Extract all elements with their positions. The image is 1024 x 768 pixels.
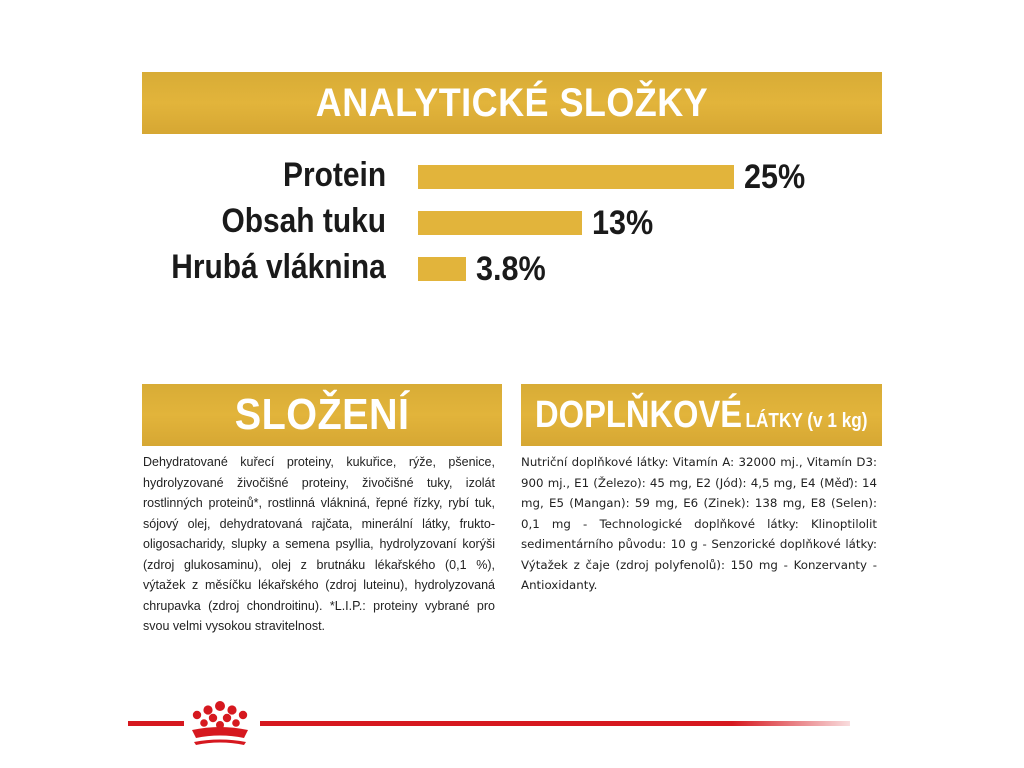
analytic-title: ANALYTICKÉ SLOŽKY xyxy=(315,80,709,125)
composition-text: Dehydratované kuřecí proteiny, kukuřice, rýže, pšenice, hydrolyzované živočišné proteiny, živočišné tuky, izolát rostlinných proteinů*, rostlinná vlákniná, řepné řízky, rybí tuk, sójový olej, dehydratovaná rajčata, minerální látky, frukto-oligosacharidy, slupky a semena psyllia, hydrolyzovaní korýši (zdroj glukosaminu), olej z brutnáku lékařského (0,1 %), výtažek z měsíčku lékařského (zdroj luteinu), hydrolyzovaná chrupavka (zdroj chondroitinu). *L.I.P.: proteiny vybrané pro svou velmi vysokou stravitelnost. xyxy=(143,455,495,633)
additives-title-sub: LÁTKY (v 1 kg) xyxy=(745,409,868,432)
additives-title-main: DOPLŇKOVÉ xyxy=(535,393,743,436)
analytic-header xyxy=(142,72,882,134)
nutrient-label: Protein xyxy=(282,156,386,194)
additives-title xyxy=(535,394,867,437)
additives-text: Nutriční doplňkové látky: Vitamín A: 32000 mj., Vitamín D3: 900 mj., E1 (Železo): 45 mg, E2 (Jód): 4,5 mg, E4 (Měď): 14 mg, E5 (Mangan): 59 mg, E6 (Zinek): 138 mg, E8 (Selen): 0,1 mg - Technologické doplňkové látky: Klinoptilolit sedimentárního původu: 10 g - Senzorické doplňkové látky: Výtažek z čaje (zdroj polyfenolů): 150 mg - Konzervanty - Antioxidanty. xyxy=(521,455,877,592)
nutrient-label: Obsah tuku xyxy=(221,202,386,240)
nutrient-bar xyxy=(418,257,466,281)
footer-line-right xyxy=(260,721,850,726)
nutrient-value: 3.8% xyxy=(476,250,546,288)
nutrient-value: 13% xyxy=(592,204,654,242)
nutrient-bar xyxy=(418,211,582,235)
footer-line-left xyxy=(128,721,184,726)
additives-header xyxy=(521,384,882,446)
nutrient-value: 25% xyxy=(744,158,806,196)
composition-title: SLOŽENÍ xyxy=(234,390,410,439)
nutrient-label: Hrubá vláknina xyxy=(171,248,386,286)
royal-canin-crown-icon xyxy=(182,700,258,748)
nutrient-bar xyxy=(418,165,734,189)
composition-header xyxy=(142,384,502,446)
